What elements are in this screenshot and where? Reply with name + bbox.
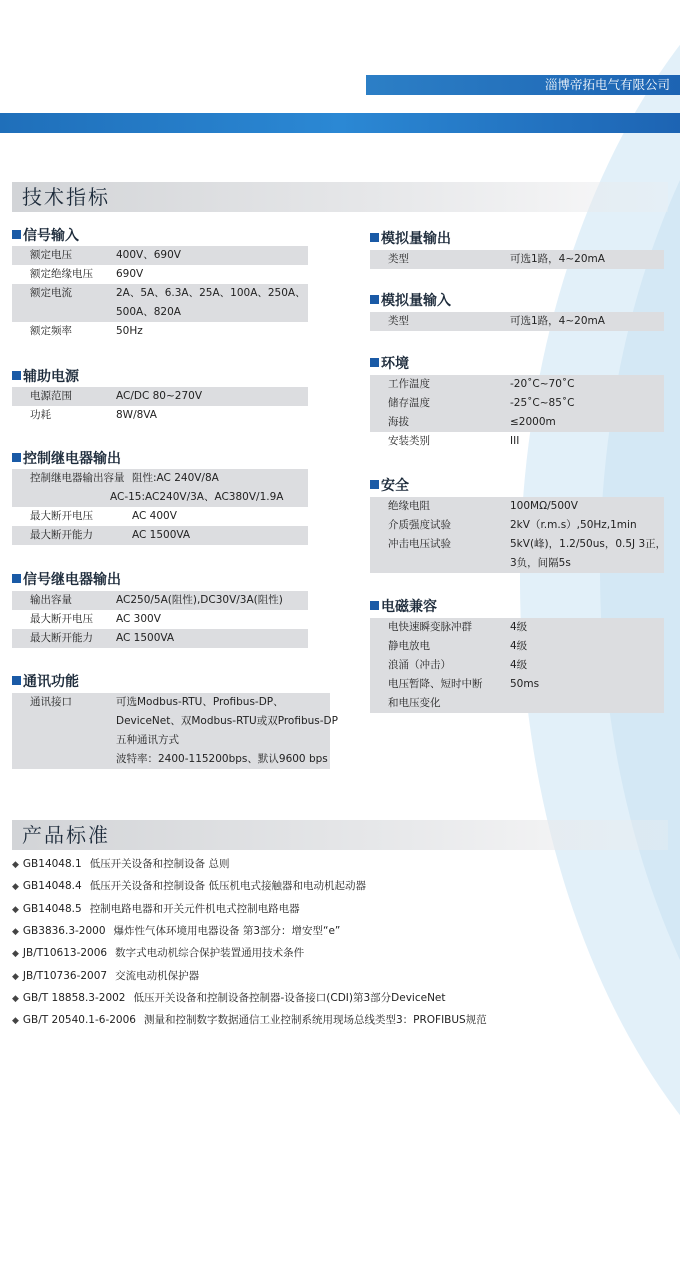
environment-row xyxy=(370,375,664,394)
standard-description: 爆炸性气体环境用电器设备 第3部分：增安型“e” xyxy=(113,924,341,937)
standard-item xyxy=(12,990,446,1007)
tech-specs-header: 技术指标 xyxy=(12,182,668,212)
control-relay-row xyxy=(12,469,308,488)
standard-item xyxy=(12,856,230,873)
standard-description: 数字式电动机综合保护装置通用技术条件 xyxy=(115,947,305,960)
control-relay-row xyxy=(12,507,308,526)
spec-value: -25˚C~85˚C xyxy=(510,397,575,409)
safety-row xyxy=(370,497,664,516)
comm-row xyxy=(12,693,330,712)
spec-value: 690V xyxy=(116,268,144,280)
standard-code: GB3836.3-2000 xyxy=(22,924,106,937)
emc-row xyxy=(370,675,664,694)
spec-label: 额定电压 xyxy=(30,249,72,261)
spec-value: 五种通讯方式 xyxy=(116,734,179,746)
diamond-bullet-icon: ◆ xyxy=(12,860,19,870)
signal-relay-row xyxy=(12,629,308,648)
spec-label: 浪涌（冲击） xyxy=(388,659,451,671)
spec-value: DeviceNet、双Modbus-RTU或双Profibus-DP xyxy=(116,715,338,727)
square-bullet-icon xyxy=(370,480,379,489)
spec-label: 冲击电压试验 xyxy=(388,538,451,550)
spec-value: 阻性:AC 240V/8A xyxy=(132,472,219,484)
spec-label: 控制继电器输出容量 xyxy=(30,472,125,484)
signal-input-row xyxy=(12,284,308,303)
control-relay-row xyxy=(12,526,308,545)
square-bullet-icon xyxy=(370,358,379,367)
spec-value: -20˚C~70˚C xyxy=(510,378,575,390)
analog-out-row xyxy=(370,250,664,269)
standard-code: GB14048.1 xyxy=(22,858,82,870)
spec-label: 静电放电 xyxy=(388,640,430,652)
spec-value: 3负，间隔5s xyxy=(510,557,571,569)
signal-input-title: 信号输入 xyxy=(12,228,79,244)
standard-code: GB14048.4 xyxy=(22,880,82,893)
spec-value: 5kV(峰)，1.2/50us，0.5J 3正， xyxy=(510,538,667,550)
emc-row xyxy=(370,637,664,656)
spec-value: 波特率：2400-115200bps、默认9600 bps xyxy=(116,753,328,765)
spec-label: 海拔 xyxy=(388,416,409,428)
square-bullet-icon xyxy=(370,295,379,304)
spec-label: 介质强度试验 xyxy=(388,519,451,531)
diamond-bullet-icon: ◆ xyxy=(12,1016,19,1027)
square-bullet-icon xyxy=(370,601,379,610)
diamond-bullet-icon: ◆ xyxy=(12,882,19,893)
spec-label: 最大断开能力 xyxy=(30,529,93,541)
standard-description: 测量和控制数字数据通信工业控制系统用现场总线类型3：PROFIBUS规范 xyxy=(143,1014,487,1027)
spec-label: 储存温度 xyxy=(388,397,430,409)
spec-label: 额定绝缘电压 xyxy=(30,268,93,280)
standard-item xyxy=(12,945,304,962)
environment-row xyxy=(370,394,664,413)
spec-value: 500A、820A xyxy=(116,306,181,318)
standard-item xyxy=(12,878,366,895)
standard-code: JB/T10736-2007 xyxy=(22,969,108,982)
standard-item xyxy=(12,901,300,918)
spec-value: 100MΩ/500V xyxy=(510,500,578,512)
standard-code: JB/T10613-2006 xyxy=(22,947,108,960)
spec-value: III xyxy=(510,435,520,447)
comm-row xyxy=(12,750,330,769)
signal-input-row xyxy=(12,246,308,265)
signal-relay-row xyxy=(12,610,308,629)
environment-title: 环境 xyxy=(370,356,409,372)
spec-label: 通讯接口 xyxy=(30,696,72,708)
spec-value: AC 1500VA xyxy=(132,529,191,541)
spec-value: ≤2000m xyxy=(510,416,556,428)
spec-value: AC 400V xyxy=(132,510,177,522)
diamond-bullet-icon: ◆ xyxy=(12,949,19,960)
environment-row xyxy=(370,432,664,451)
spec-value: AC-15:AC240V/3A、AC380V/1.9A xyxy=(110,491,284,503)
spec-label: 最大断开电压 xyxy=(30,613,93,625)
analog-in-row xyxy=(370,312,664,331)
spec-value: AC 300V xyxy=(116,613,161,625)
square-bullet-icon xyxy=(12,453,21,462)
emc-row xyxy=(370,656,664,675)
comm-title: 通讯功能 xyxy=(12,674,79,690)
spec-label: 电快速瞬变脉冲群 xyxy=(388,621,472,633)
spec-value: 可选1路，4~20mA xyxy=(510,253,605,265)
safety-row xyxy=(370,535,667,554)
standard-item xyxy=(12,968,199,985)
signal-relay-row xyxy=(12,591,308,610)
standard-item xyxy=(12,1012,487,1029)
square-bullet-icon xyxy=(12,676,21,685)
company-name-bar: 淄博帝拓电气有限公司 xyxy=(366,75,680,95)
spec-label: 额定频率 xyxy=(30,325,72,337)
standard-description: 低压开关设备和控制设备控制器-设备接口(CDI)第3部分DeviceNet xyxy=(133,991,446,1004)
spec-label: 额定电流 xyxy=(30,287,72,299)
spec-label: 和电压变化 xyxy=(388,697,441,709)
comm-row xyxy=(12,712,338,731)
emc-row xyxy=(370,694,664,713)
standard-description: 交流电动机保护器 xyxy=(115,969,200,982)
safety-title: 安全 xyxy=(370,478,409,494)
signal-input-row xyxy=(12,322,308,341)
aux-power-row xyxy=(12,387,308,406)
spec-value: 2A、5A、6.3A、25A、100A、250A、 xyxy=(116,287,306,299)
spec-label: 绝缘电阻 xyxy=(388,500,430,512)
spec-label: 输出容量 xyxy=(30,594,72,606)
spec-value: 400V、690V xyxy=(116,249,181,261)
square-bullet-icon xyxy=(12,371,21,380)
control-relay-row xyxy=(12,488,308,507)
square-bullet-icon xyxy=(12,574,21,583)
analog-input-title: 模拟量输入 xyxy=(370,293,451,309)
header-stripe xyxy=(0,113,680,133)
spec-label: 电压暂降、短时中断 xyxy=(388,678,483,690)
standard-description: 低压开关设备和控制设备 低压机电式接触器和电动机起动器 xyxy=(89,880,367,893)
standard-code: GB/T 18858.3-2002 xyxy=(22,991,126,1004)
control-relay-title: 控制继电器输出 xyxy=(12,451,121,467)
diamond-bullet-icon: ◆ xyxy=(12,926,19,937)
spec-label: 电源范围 xyxy=(30,390,72,402)
spec-label: 最大断开能力 xyxy=(30,632,93,644)
spec-label: 类型 xyxy=(388,253,409,265)
safety-row xyxy=(370,554,664,573)
spec-value: 8W/8VA xyxy=(116,409,157,421)
signal-input-row xyxy=(12,265,308,284)
diamond-bullet-icon: ◆ xyxy=(12,993,19,1004)
standard-item xyxy=(12,923,340,940)
spec-value: AC250/5A(阻性),DC30V/3A(阻性) xyxy=(116,594,283,606)
standard-description: 低压开关设备和控制设备 总则 xyxy=(89,858,230,870)
spec-value: 50Hz xyxy=(116,325,143,337)
product-standards-header: 产品标准 xyxy=(12,820,668,850)
signal-relay-title: 信号继电器输出 xyxy=(12,572,121,588)
safety-row xyxy=(370,516,664,535)
spec-label: 安装类别 xyxy=(388,435,430,447)
comm-row xyxy=(12,731,330,750)
square-bullet-icon xyxy=(370,233,379,242)
spec-value: 可选Modbus-RTU、Profibus-DP、 xyxy=(116,696,284,708)
environment-row xyxy=(370,413,664,432)
diamond-bullet-icon: ◆ xyxy=(12,971,19,982)
aux-power-title: 辅助电源 xyxy=(12,369,79,385)
aux-power-row xyxy=(12,406,308,425)
standard-code: GB/T 20540.1-6-2006 xyxy=(22,1014,136,1027)
spec-value: 50ms xyxy=(510,678,540,690)
signal-input-row xyxy=(12,303,308,322)
standard-code: GB14048.5 xyxy=(22,902,82,915)
diamond-bullet-icon: ◆ xyxy=(12,904,19,915)
emc-row xyxy=(370,618,664,637)
spec-value: AC/DC 80~270V xyxy=(116,390,203,402)
spec-label: 工作温度 xyxy=(388,378,430,390)
spec-value: AC 1500VA xyxy=(116,632,175,644)
spec-label: 类型 xyxy=(388,315,409,327)
spec-value: 可选1路，4~20mA xyxy=(510,315,605,327)
spec-value: 4级 xyxy=(510,640,528,652)
spec-value: 4级 xyxy=(510,621,528,633)
square-bullet-icon xyxy=(12,230,21,239)
spec-label: 最大断开电压 xyxy=(30,510,93,522)
analog-output-title: 模拟量输出 xyxy=(370,231,451,247)
spec-label: 功耗 xyxy=(30,409,51,421)
spec-value: 4级 xyxy=(510,659,528,671)
spec-value: 2kV（r.m.s）,50Hz,1min xyxy=(510,519,637,531)
standard-description: 控制电路电器和开关元件机电式控制电路电器 xyxy=(89,902,300,915)
emc-title: 电磁兼容 xyxy=(370,599,437,615)
